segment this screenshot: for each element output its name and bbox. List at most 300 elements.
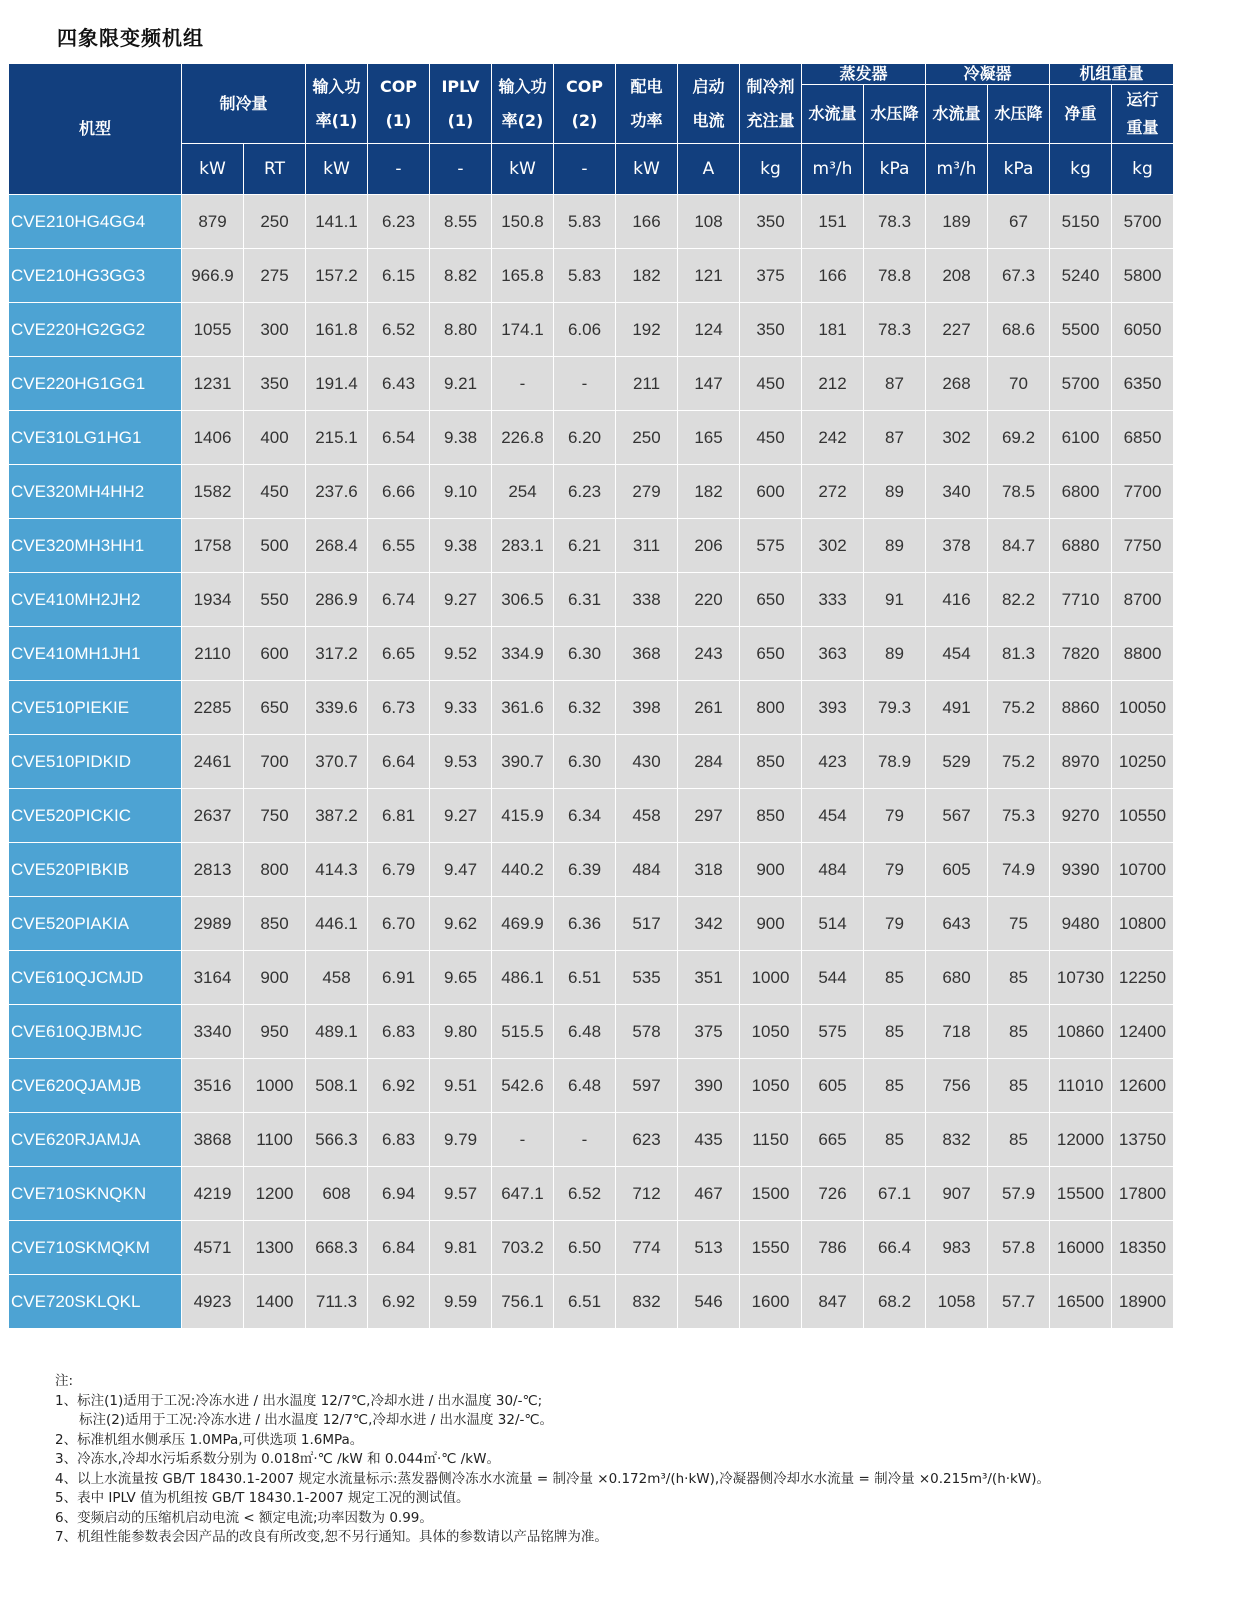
table-cell: 643 [926,897,988,951]
table-cell: 91 [864,573,926,627]
table-cell: 69.2 [988,411,1050,465]
unit-row [9,144,1174,195]
table-cell: 1050 [740,1059,802,1113]
table-cell: 5700 [1050,357,1112,411]
model-cell: CVE620QJAMJB [9,1059,182,1113]
model-cell: CVE410MH1JH1 [9,627,182,681]
model-cell: CVE210HG4GG4 [9,195,182,249]
unit-cell: RT [244,144,306,195]
table-cell: 311 [616,519,678,573]
table-cell: 1150 [740,1113,802,1167]
table-cell: 8800 [1112,627,1174,681]
table-cell: 6.20 [554,411,616,465]
model-cell: CVE710SKMQKM [9,1221,182,1275]
note-item: 3、冷冻水,冷却水污垢系数分别为 0.018㎡·℃ /kW 和 0.044㎡·℃ /kW。 [55,1451,500,1467]
table-cell: 286.9 [306,573,368,627]
table-cell: 6100 [1050,411,1112,465]
table-cell: 786 [802,1221,864,1275]
table-row [9,1059,1174,1113]
table-cell: 6.30 [554,627,616,681]
note-item: 5、表中 IPLV 值为机组按 GB/T 18430.1-2007 规定工况的测试值。 [55,1490,470,1506]
table-cell: 6.34 [554,789,616,843]
table-cell: 79 [864,789,926,843]
table-cell: 208 [926,249,988,303]
unit-cell: m³/h [802,144,864,195]
model-cell: CVE520PIAKIA [9,897,182,951]
table-cell: 85 [988,1005,1050,1059]
table-cell: 89 [864,519,926,573]
table-cell: 900 [740,897,802,951]
table-row [9,465,1174,519]
table-cell: 206 [678,519,740,573]
table-row [9,789,1174,843]
table-cell: 6.52 [554,1167,616,1221]
table-cell: 718 [926,1005,988,1059]
unit-cell: m³/h [926,144,988,195]
table-cell: 67.3 [988,249,1050,303]
table-cell: 9.80 [430,1005,492,1059]
header-input1: 输入功 率(1) [306,64,368,144]
table-cell: 9390 [1050,843,1112,897]
table-cell: 6.15 [368,249,430,303]
table-cell: 491 [926,681,988,735]
header-capacity: 制冷量 [182,64,306,144]
table-cell: 1000 [244,1059,306,1113]
table-cell: 6.94 [368,1167,430,1221]
table-cell: 832 [616,1275,678,1329]
table-cell: 261 [678,681,740,735]
table-cell: 623 [616,1113,678,1167]
table-cell: 121 [678,249,740,303]
table-cell: 375 [740,249,802,303]
table-cell: 237.6 [306,465,368,519]
table-cell: 147 [678,357,740,411]
table-cell: 5.83 [554,249,616,303]
note-item: 7、机组性能参数表会因产品的改良有所改变,恕不另行通知。具体的参数请以产品铭牌为准。 [55,1529,608,1545]
table-cell: 82.2 [988,573,1050,627]
table-cell: 1934 [182,573,244,627]
table-cell: 161.8 [306,303,368,357]
table-row [9,843,1174,897]
table-cell: 390.7 [492,735,554,789]
table-cell: 6.81 [368,789,430,843]
table-cell: 712 [616,1167,678,1221]
table-cell: 850 [740,789,802,843]
table-cell: 6.55 [368,519,430,573]
table-cell: 9.33 [430,681,492,735]
table-cell: 578 [616,1005,678,1059]
table-row [9,1275,1174,1329]
table-cell: 78.3 [864,195,926,249]
table-cell: 9.81 [430,1221,492,1275]
table-cell: 378 [926,519,988,573]
table-cell: 2461 [182,735,244,789]
table-cell: 1200 [244,1167,306,1221]
table-cell: 966.9 [182,249,244,303]
table-cell: 9.27 [430,789,492,843]
unit-cell: kW [182,144,244,195]
table-row [9,519,1174,573]
table-cell: 9.47 [430,843,492,897]
table-cell: 6.32 [554,681,616,735]
table-cell: 70 [988,357,1050,411]
table-cell: 300 [244,303,306,357]
table-cell: 9.10 [430,465,492,519]
table-cell: 75.3 [988,789,1050,843]
table-cell: 338 [616,573,678,627]
table-cell: 387.2 [306,789,368,843]
table-cell: 350 [740,195,802,249]
unit-cell: kPa [988,144,1050,195]
table-cell: 1000 [740,951,802,1005]
table-cell: 469.9 [492,897,554,951]
table-cell: 575 [802,1005,864,1059]
table-cell: 81.3 [988,627,1050,681]
table-cell: 13750 [1112,1113,1174,1167]
table-cell: 900 [740,843,802,897]
table-cell: 12250 [1112,951,1174,1005]
table-cell: 832 [926,1113,988,1167]
table-cell: 5700 [1112,195,1174,249]
table-row [9,249,1174,303]
table-cell: 2813 [182,843,244,897]
table-cell: 517 [616,897,678,951]
table-cell: - [554,357,616,411]
table-row [9,735,1174,789]
table-cell: 529 [926,735,988,789]
table-cell: 6.70 [368,897,430,951]
table-cell: 1406 [182,411,244,465]
table-cell: 124 [678,303,740,357]
table-cell: 306.5 [492,573,554,627]
table-cell: 370.7 [306,735,368,789]
table-cell: 12400 [1112,1005,1174,1059]
table-cell: 6.65 [368,627,430,681]
table-cell: 414.3 [306,843,368,897]
note-item: 6、变频启动的压缩机启动电流 < 额定电流;功率因数为 0.99。 [55,1509,433,1526]
table-cell: 600 [244,627,306,681]
table-cell: 87 [864,357,926,411]
table-cell: 800 [740,681,802,735]
table-cell: 318 [678,843,740,897]
table-cell: 361.6 [492,681,554,735]
table-cell: 89 [864,627,926,681]
table-cell: 79 [864,897,926,951]
model-cell: CVE510PIDKID [9,735,182,789]
table-cell: 363 [802,627,864,681]
table-cell: 4923 [182,1275,244,1329]
header-run-weight: 运行 重量 [1112,85,1174,144]
table-cell: 85 [864,1059,926,1113]
table-cell: 182 [678,465,740,519]
unit-cell: kg [1112,144,1174,195]
table-row [9,573,1174,627]
note-item: 1、标注(1)适用于工况:冷冻水进 / 出水温度 12/7℃,冷却水进 / 出水温度 30/-℃; [55,1392,543,1409]
model-cell: CVE210HG3GG3 [9,249,182,303]
table-cell: 68.6 [988,303,1050,357]
table-cell: 774 [616,1221,678,1275]
table-cell: 272 [802,465,864,519]
table-cell: 375 [678,1005,740,1059]
table-cell: 75 [988,897,1050,951]
table-cell: 847 [802,1275,864,1329]
table-cell: 9.21 [430,357,492,411]
table-body [9,195,1174,1329]
table-cell: 6350 [1112,357,1174,411]
header-cond-flow: 水流量 [926,85,988,144]
table-cell: 157.2 [306,249,368,303]
table-cell: 16500 [1050,1275,1112,1329]
table-cell: 8860 [1050,681,1112,735]
table-cell: 165 [678,411,740,465]
table-cell: 9.59 [430,1275,492,1329]
table-cell: 1055 [182,303,244,357]
table-cell: 6.74 [368,573,430,627]
table-cell: 1500 [740,1167,802,1221]
header-net-weight: 净重 [1050,85,1112,144]
unit-cell: - [368,144,430,195]
table-cell: 78.8 [864,249,926,303]
table-cell: 9.38 [430,519,492,573]
table-cell: 6.23 [368,195,430,249]
model-cell: CVE220HG1GG1 [9,357,182,411]
table-cell: 458 [306,951,368,1005]
table-cell: 89 [864,465,926,519]
table-cell: 6.83 [368,1113,430,1167]
model-cell: CVE510PIEKIE [9,681,182,735]
header-condenser: 冷凝器 [926,64,1050,85]
table-cell: 220 [678,573,740,627]
table-cell: 302 [926,411,988,465]
table-cell: 283.1 [492,519,554,573]
table-cell: 6.73 [368,681,430,735]
table-cell: 6.91 [368,951,430,1005]
table-cell: 711.3 [306,1275,368,1329]
table-cell: 450 [244,465,306,519]
table-cell: 74.9 [988,843,1050,897]
unit-cell: kg [740,144,802,195]
table-cell: 284 [678,735,740,789]
table-cell: 10550 [1112,789,1174,843]
table-cell: 2110 [182,627,244,681]
table-cell: 9.53 [430,735,492,789]
table-cell: 7750 [1112,519,1174,573]
table-cell: 368 [616,627,678,681]
table-cell: 85 [988,951,1050,1005]
table-cell: 6.06 [554,303,616,357]
table-cell: 446.1 [306,897,368,951]
table-row [9,1113,1174,1167]
table-cell: 10700 [1112,843,1174,897]
table-cell: 9.79 [430,1113,492,1167]
table-cell: 1758 [182,519,244,573]
table-cell: 756.1 [492,1275,554,1329]
table-cell: 515.5 [492,1005,554,1059]
spec-table [8,63,1174,1329]
table-cell: 484 [802,843,864,897]
model-cell: CVE620RJAMJA [9,1113,182,1167]
table-cell: 8.82 [430,249,492,303]
table-cell: 182 [616,249,678,303]
table-row [9,303,1174,357]
table-cell: 268 [926,357,988,411]
table-cell: 268.4 [306,519,368,573]
table-cell: 3340 [182,1005,244,1059]
table-cell: 650 [740,573,802,627]
table-cell: 647.1 [492,1167,554,1221]
table-cell: 191.4 [306,357,368,411]
table-cell: 57.9 [988,1167,1050,1221]
table-cell: 650 [244,681,306,735]
table-cell: 5240 [1050,249,1112,303]
table-cell: 454 [926,627,988,681]
table-cell: 342 [678,897,740,951]
table-cell: 6.64 [368,735,430,789]
model-cell: CVE520PICKIC [9,789,182,843]
table-cell: 1231 [182,357,244,411]
table-cell: 398 [616,681,678,735]
table-cell: 75.2 [988,735,1050,789]
table-cell: 340 [926,465,988,519]
table-cell: 390 [678,1059,740,1113]
table-cell: 166 [802,249,864,303]
table-cell: 279 [616,465,678,519]
table-cell: 1400 [244,1275,306,1329]
table-cell: 703.2 [492,1221,554,1275]
table-cell: 211 [616,357,678,411]
table-cell: 10050 [1112,681,1174,735]
table-cell: 57.8 [988,1221,1050,1275]
model-cell: CVE710SKNQKN [9,1167,182,1221]
table-cell: 7710 [1050,573,1112,627]
page-title: 四象限变频机组 [57,26,204,50]
table-cell: 18900 [1112,1275,1174,1329]
table-cell: 10800 [1112,897,1174,951]
table-cell: 17800 [1112,1167,1174,1221]
table-cell: 66.4 [864,1221,926,1275]
table-cell: 6.36 [554,897,616,951]
table-cell: 486.1 [492,951,554,1005]
table-cell: 7700 [1112,465,1174,519]
table-cell: 489.1 [306,1005,368,1059]
table-cell: 141.1 [306,195,368,249]
table-cell: 87 [864,411,926,465]
table-cell: 6.48 [554,1005,616,1059]
table-cell: 575 [740,519,802,573]
table-cell: 513 [678,1221,740,1275]
table-cell: 6.52 [368,303,430,357]
table-row [9,411,1174,465]
unit-cell: A [678,144,740,195]
table-cell: 668.3 [306,1221,368,1275]
table-cell: 16000 [1050,1221,1112,1275]
table-cell: 350 [244,357,306,411]
table-cell: 6880 [1050,519,1112,573]
header-power: 配电 功率 [616,64,678,144]
table-cell: 297 [678,789,740,843]
header-iplv1: IPLV (1) [430,64,492,144]
table-cell: 850 [740,735,802,789]
table-cell: 597 [616,1059,678,1113]
table-row [9,1167,1174,1221]
table-row [9,195,1174,249]
table-cell: 85 [988,1113,1050,1167]
table-cell: 900 [244,951,306,1005]
model-cell: CVE320MH3HH1 [9,519,182,573]
table-row [9,1221,1174,1275]
table-cell: 423 [802,735,864,789]
header-cond-drop: 水压降 [988,85,1050,144]
table-cell: 6.51 [554,1275,616,1329]
table-cell: 454 [802,789,864,843]
table-cell: 9.51 [430,1059,492,1113]
table-cell: 10250 [1112,735,1174,789]
table-cell: 800 [244,843,306,897]
header-cop1: COP (1) [368,64,430,144]
table-cell: 166 [616,195,678,249]
table-cell: 5.83 [554,195,616,249]
table-cell: 6.92 [368,1059,430,1113]
table-cell: 450 [740,411,802,465]
unit-cell: - [554,144,616,195]
table-cell: 10860 [1050,1005,1112,1059]
table-cell: 1058 [926,1275,988,1329]
table-cell: 566.3 [306,1113,368,1167]
table-cell: 600 [740,465,802,519]
table-cell: 546 [678,1275,740,1329]
table-cell: 18350 [1112,1221,1174,1275]
table-cell: 514 [802,897,864,951]
table-cell: 78.9 [864,735,926,789]
table-cell: 535 [616,951,678,1005]
table-cell: 6.79 [368,843,430,897]
table-cell: 6.21 [554,519,616,573]
table-cell: 79.3 [864,681,926,735]
table-cell: 9.57 [430,1167,492,1221]
table-cell: 1050 [740,1005,802,1059]
table-cell: 108 [678,195,740,249]
table-row [9,627,1174,681]
table-cell: 467 [678,1167,740,1221]
table-cell: 67.1 [864,1167,926,1221]
table-cell: 57.7 [988,1275,1050,1329]
table-cell: 1582 [182,465,244,519]
model-cell: CVE720SKLQKL [9,1275,182,1329]
header-evap-drop: 水压降 [864,85,926,144]
table-cell: 6.23 [554,465,616,519]
table-cell: 2989 [182,897,244,951]
table-cell: 302 [802,519,864,573]
table-cell: 393 [802,681,864,735]
table-cell: 174.1 [492,303,554,357]
table-row [9,1005,1174,1059]
table-cell: 6.39 [554,843,616,897]
table-cell: 542.6 [492,1059,554,1113]
table-cell: 850 [244,897,306,951]
table-cell: 6.92 [368,1275,430,1329]
table-cell: 181 [802,303,864,357]
table-cell: 544 [802,951,864,1005]
table-cell: 242 [802,411,864,465]
header-evap-flow: 水流量 [802,85,864,144]
table-cell: 950 [244,1005,306,1059]
table-cell: 6.54 [368,411,430,465]
table-cell: 10730 [1050,951,1112,1005]
model-cell: CVE310LG1HG1 [9,411,182,465]
table-cell: 6850 [1112,411,1174,465]
table-cell: 440.2 [492,843,554,897]
table-cell: 6.51 [554,951,616,1005]
